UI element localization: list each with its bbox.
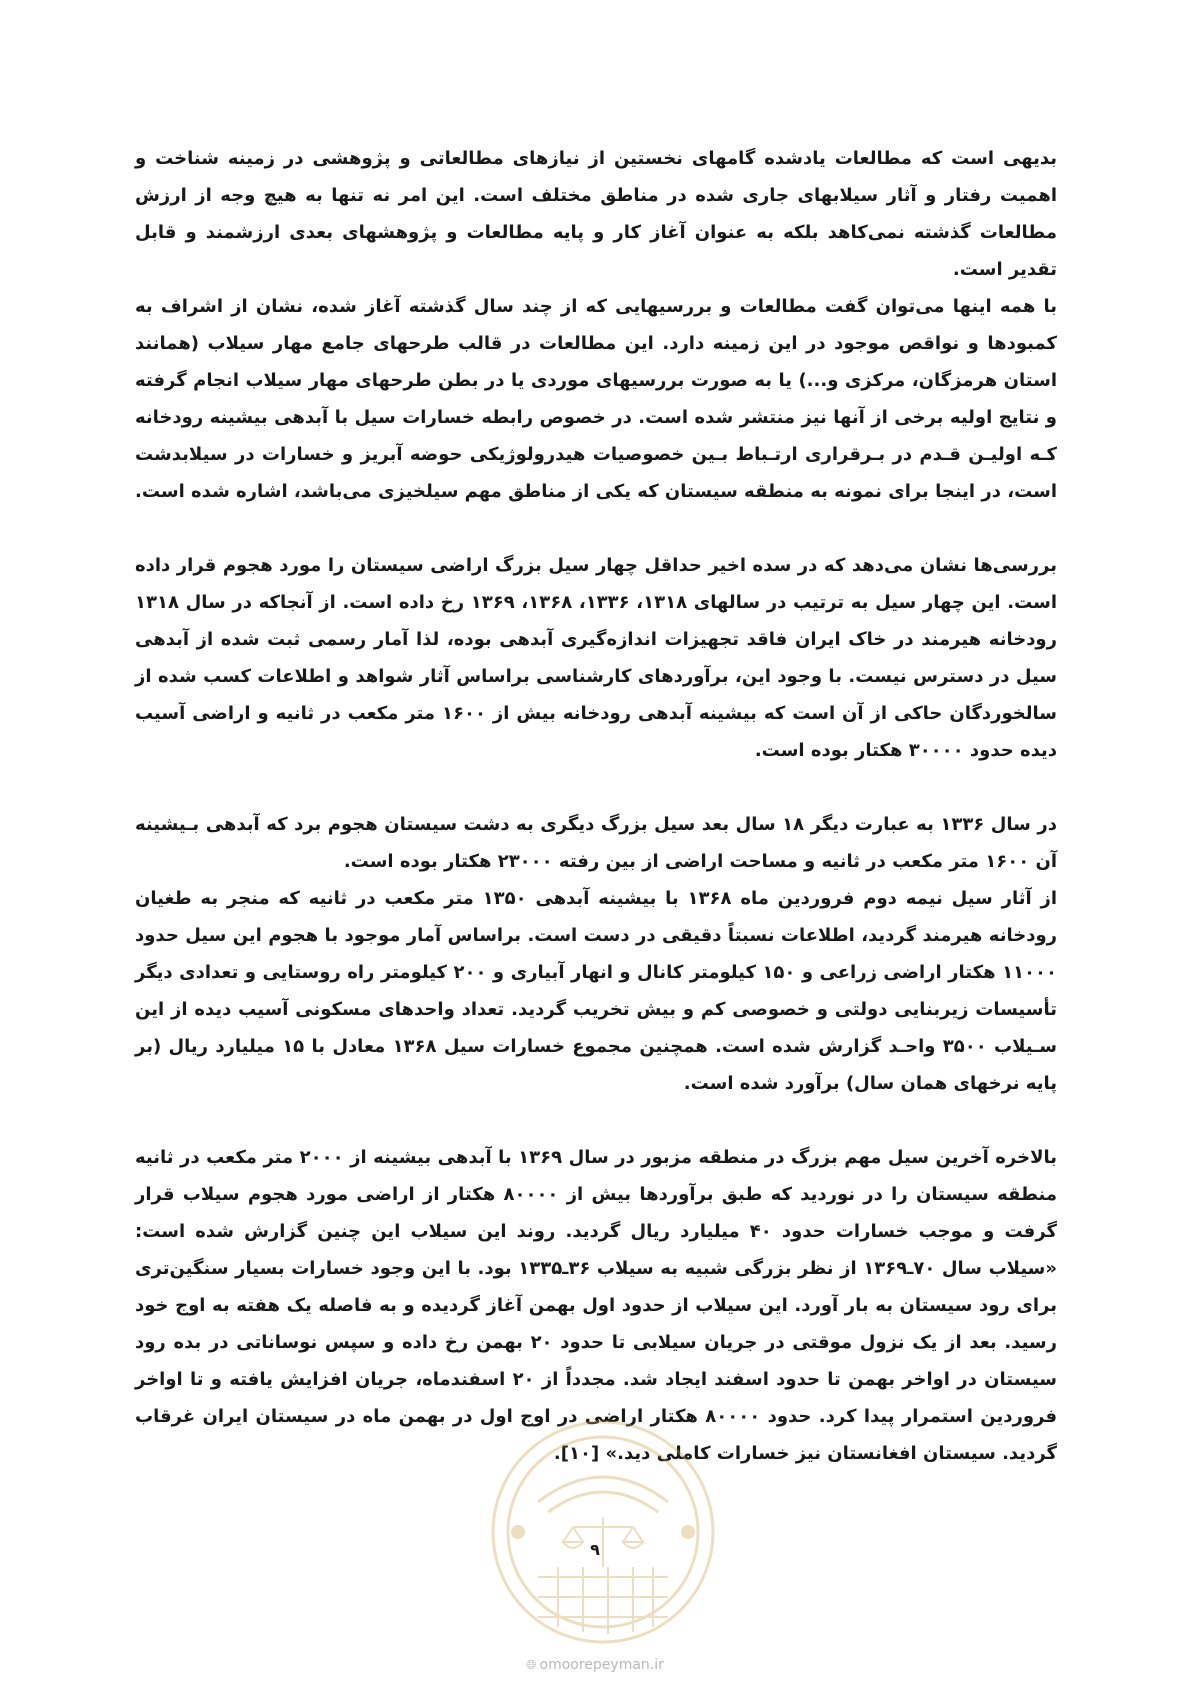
watermark-url-text: omoorepeyman.ir <box>539 1657 664 1673</box>
globe-icon: 🌐︎ <box>526 1658 537 1673</box>
paragraph-spacer <box>135 1102 1057 1139</box>
page-number: ۹ <box>590 1540 600 1559</box>
paragraph-6: بالاخره آخرین سیل مهم بزرگ در منطقه مزبور در سال ۱۳۶۹ با آبدهی بیشینه از ۲۰۰۰ متر مکعب در ثانیه منطقه سیستان را در نوردید که طبق برآوردها بیش از ۸۰۰۰۰ هکتار از اراضی مورد هجوم سیلاب قرار گرفت و موجب خسارات حدود ۴۰ میلیارد ریال گردید. روند این سیلاب این چنین گزارش شده است: «سیلاب سال ۷۰ـ۱۳۶۹ از نظر بزرگی شبیه به سیلاب ۳۶ـ۱۳۳۵ بود. با این وجود خسارات بسیار سنگین‌تری برای رود سیستان به بار آورد. این سیلاب از حدود اول بهمن آغاز گردیده و به فاصله یک هفته به اوج خود رسید. بعد از یک نزول موقتی در جریان سیلابی تا حدود ۲۰ بهمن رخ داده و سپس نوساناتی در بده رود سیستان در اواخر بهمن تا حدود اسفند ایجاد شد. مجدداً از ۲۰ اسفندماه، جریان افزایش یافته و تا اواخر فروردین استمرار پیدا کرد. حدود ۸۰۰۰۰ هکتار اراضی در اوج اول در بهمن ماه در سیستان ایران غرقاب گردید. سیستان افغانستان نیز خسارات کاملی دید.» [۱۰]. <box>135 1147 1058 1464</box>
paragraph-spacer <box>135 510 1057 547</box>
watermark-url[interactable] <box>0 1657 1190 1673</box>
paragraph-2: با همه اینها می‌توان گفت مطالعات و بررسیهایی که از چند سال گذشته آغاز شده، نشان از اشراف به کمبودها و نواقص موجود در این زمینه دارد. این مطالعات در قالب طرحهای جامع مهار سیلاب (همانند استان هرمزگان، مرکزی و...) یا به صورت بررسیهای موردی یا در بطن طرحهای مهار سیلاب انجام گرفته و نتایج اولیه برخی از آنها نیز منتشر شده است. در خصوص رابطه خسارات سیل با آبدهی بیشینه رودخانه کـه اولیـن قـدم در بـرقراری ارتـباط بـین خصوصیات هیدرولوژیکی حوضه آبریز و خسارات در سیلابدشت است، در اینجا برای نمونه به منطقه سیستان که یکی از مناطق مهم سیلخیزی می‌باشد، اشاره شده است. <box>135 296 1057 502</box>
paragraph-3: بررسی‌ها نشان می‌دهد که در سده اخیر حداقل چهار سیل بزرگ اراضی سیستان را مورد هجوم قرار داده است. این چهار سیل به ترتیب در سالهای ۱۳۱۸، ۱۳۳۶، ۱۳۶۸، ۱۳۶۹ رخ داده است. از آنجاکه در سال ۱۳۱۸ رودخانه هیرمند در خاک ایران فاقد تجهیزات اندازه‌گیری آبدهی بوده، لذا آمار رسمی ثبت شده از آبدهی سیل در دسترس نیست. با وجود این، برآوردهای کارشناسی براساس آثار شواهد و اطلاعات کسب شده از سالخوردگان حاکی از آن است که بیشینه آبدهی رودخانه بیش از ۱۶۰۰ متر مکعب در ثانیه و اراضی آسیب دیده حدود ۳۰۰۰۰ هکتار بوده است. <box>135 555 1058 761</box>
paragraph-1: بدیهی است که مطالعات یادشده گامهای نخستین از نیازهای مطالعاتی و پژوهشی در زمینه شناخت و اهمیت رفتار و آثار سیلابهای جاری شده در مناطق مختلف است. این امر نه تنها به هیچ وجه از ارزش مطالعات گذشته نمی‌کاهد بلکه به عنوان آغاز کار و پایه مطالعات و پژوهشهای بعدی ارزشمند و قابل تقدیر است. <box>135 148 1057 280</box>
paragraph-5: از آثار سیل نیمه دوم فروردین ماه ۱۳۶۸ با بیشینه آبدهی ۱۳۵۰ متر مکعب در ثانیه که منجر به طغیان رودخانه هیرمند گردید، اطلاعات نسبتاً دقیقی در دست است. براساس آمار موجود با هجوم این سیل حدود ۱۱۰۰۰ هکتار اراضی زراعی و ۱۵۰ کیلومتر کانال و انهار آبیاری و ۲۰۰ کیلومتر راه روستایی و تعدادی دیگر تأسیسات زیربنایی دولتی و خصوصی کم و بیش تخریب گردید. تعداد واحدهای مسکونی آسیب دیده از این سـیلاب ۳۵۰۰ واحـد گزارش شده است. همچنین مجموع خسارات سیل ۱۳۶۸ معادل با ۱۵ میلیارد ریال (بر پایه نرخهای همان سال) برآورد شده است. <box>135 888 1058 1094</box>
paragraph-4: در سال ۱۳۳۶ به عبارت دیگر ۱۸ سال بعد سیل بزرگ دیگری به دشت سیستان هجوم برد که آبدهی بـیشینه آن ۱۶۰۰ متر مکعب در ثانیه و مساحت اراضی از بین رفته ۲۳۰۰۰ هکتار بوده است. <box>135 814 1057 872</box>
document-body <box>135 140 1057 1472</box>
paragraph-spacer <box>135 769 1057 806</box>
